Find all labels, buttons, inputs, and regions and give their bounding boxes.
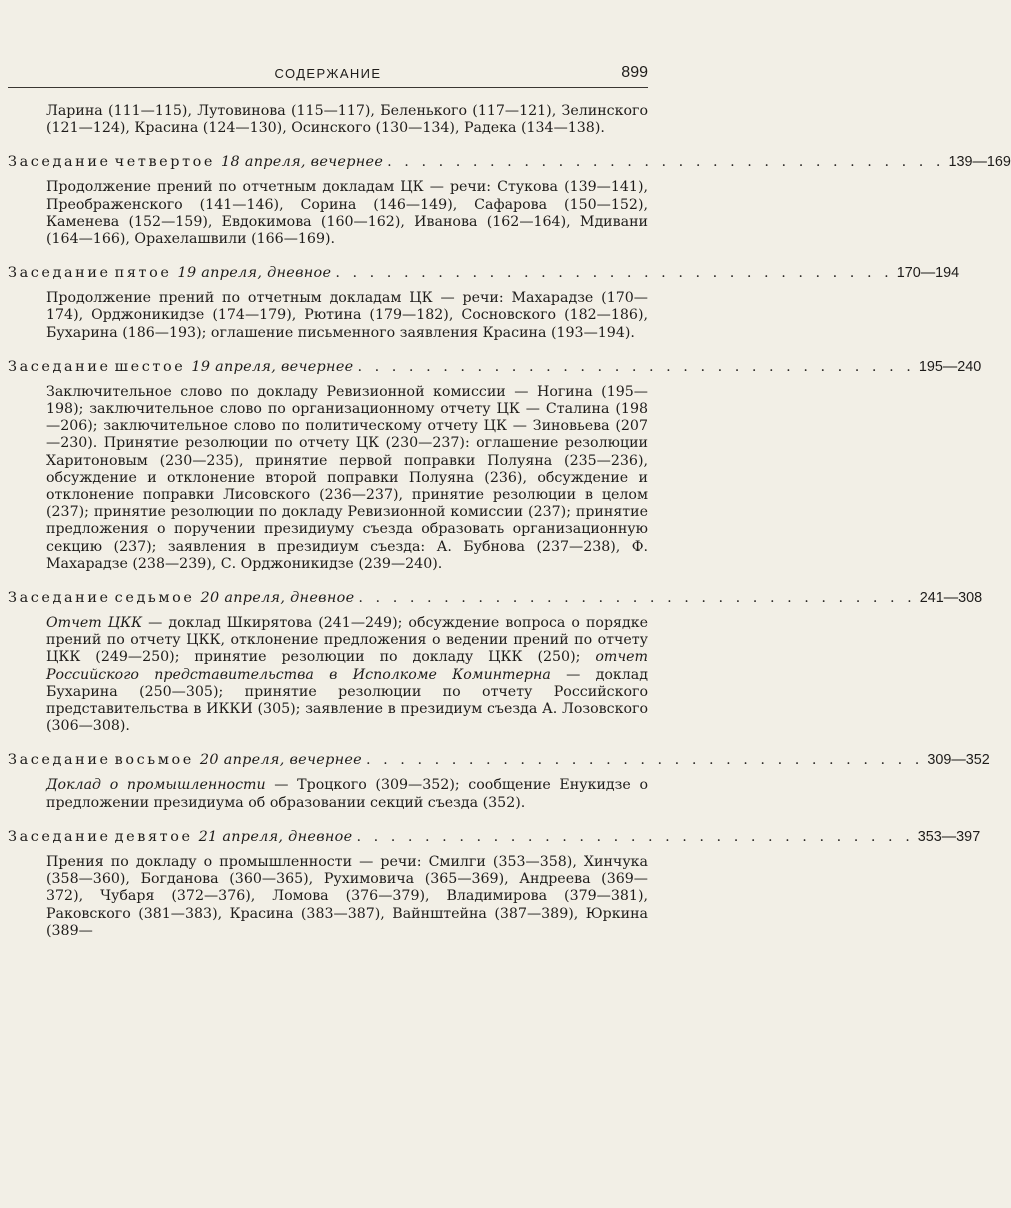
dot-leader: . . . . . . . . . . . . . . . . . . . . . . . . . . . . . . . . . (335, 265, 893, 282)
page-range: 241—308 (919, 590, 983, 607)
description-text: — доклад Бухарина (250—305); принятие резолюции по отчету Российского представительства в ИККИ (305); заявление в президиум съезда А. Лозовского (306—308). (46, 666, 648, 735)
session-description (8, 179, 648, 248)
session-date: 20 апреля, дневное (200, 590, 355, 607)
page-range: 353—397 (917, 828, 981, 845)
session-description (8, 854, 648, 940)
dot-leader: . . . . . . . . . . . . . . . . . . . . . . . . . . . . . . . . . (387, 154, 945, 171)
session-ordinal: восьмое (114, 752, 194, 769)
page-range: 170—194 (896, 265, 960, 282)
page-range: 309—352 (927, 752, 990, 769)
session-ordinal: девятое (114, 828, 193, 845)
header-rule (8, 87, 648, 88)
session-date: 20 апреля, вечернее (199, 752, 362, 769)
session-ordinal: пятое (114, 265, 172, 282)
session-ordinal: четвертое (114, 154, 216, 171)
session-description (8, 615, 648, 735)
session-description (8, 384, 648, 573)
session-word: Заседание (8, 590, 111, 607)
page-range: 195—240 (918, 358, 982, 375)
dot-leader: . . . . . . . . . . . . . . . . . . . . . . . . . . . . . . . . . (356, 828, 914, 845)
session-word: Заседание (8, 265, 111, 282)
session-description (8, 777, 648, 811)
session-heading (8, 358, 982, 376)
page-header (8, 64, 648, 90)
session-entry (8, 264, 960, 342)
session-entry (8, 751, 990, 811)
toc-content (8, 103, 1011, 940)
running-title: СОДЕРЖАНИЕ (274, 66, 382, 81)
page-number: 899 (621, 64, 648, 81)
description-text: Прения по докладу о промышленности — речи: Смилги (353—358), Хинчука (358—360), Богданова (360—365), Рухимовича (365—369), Андреева (369—372), Чубаря (372—376), Ломова (376—379), Владимирова (379—381), Раковского (381—383), Красина (383—387), Вайнштейна (387—389), Юркина (389— (46, 853, 648, 939)
session-entry (8, 153, 1011, 248)
dot-leader: . . . . . . . . . . . . . . . . . . . . . . . . . . . . . . . . . (358, 590, 916, 607)
session-date: 21 апреля, дневное (198, 828, 353, 845)
description-text: Продолжение прений по отчетным докладам ЦК — речи: Махарадзе (170—174), Орджоникидзе (174—179), Рютина (179—182), Сосновского (182—186), Бухарина (186—193); оглашение письменного заявления Красина (193—194). (46, 290, 648, 341)
italic-topic: отчет Российского представительства в Исполкоме Коминтерна (46, 649, 648, 683)
page-range: 139—169 (948, 154, 1011, 171)
sessions-list (8, 153, 1011, 940)
session-date: 19 апреля, дневное (177, 265, 332, 282)
italic-topic: Доклад о промышленности (46, 777, 266, 794)
session-ordinal: седьмое (114, 590, 195, 607)
description-text: — Троцкого (309—352); сообщение Енукидзе о предложении президиума об образовании секций съезда (352). (46, 777, 648, 811)
session-date: 19 апреля, вечернее (191, 358, 354, 375)
session-entry (8, 589, 983, 735)
dot-leader: . . . . . . . . . . . . . . . . . . . . . . . . . . . . . . . . . (357, 358, 915, 375)
session-date: 18 апреля, вечернее (221, 154, 384, 171)
session-heading (8, 589, 983, 607)
session-heading (8, 828, 981, 846)
dot-leader: . . . . . . . . . . . . . . . . . . . . . . . . . . . . . . . . . (366, 752, 924, 769)
description-text: — доклад Шкирятова (241—249); обсуждение вопроса о порядке прений по отчету ЦКК, отклонение предложения о ведении прений по отчету ЦКК (249—250); принятие резолюции по докладу ЦКК (250); (46, 615, 648, 666)
continued-paragraph: Ларина (111—115), Лутовинова (115—117), Беленького (117—121), Зелинского (121—124), Красина (124—130), Осинского (130—134), Радека (134—138). (46, 103, 648, 137)
session-word: Заседание (8, 752, 111, 769)
session-description (8, 290, 648, 342)
session-heading (8, 153, 1011, 171)
session-word: Заседание (8, 154, 111, 171)
description-text: Продолжение прений по отчетным докладам ЦК — речи: Стукова (139—141), Преображенского (141—146), Сорина (146—149), Сафарова (150—152), Каменева (152—159), Евдокимова (160—162), Иванова (162—164), Мдивани (164—166), Орахелашвили (166—169). (46, 179, 648, 248)
session-heading (8, 264, 960, 282)
session-ordinal: шестое (114, 358, 186, 375)
session-word: Заседание (8, 358, 111, 375)
session-entry (8, 828, 981, 940)
italic-topic: Отчет ЦКК (46, 615, 143, 632)
description-text: Заключительное слово по докладу Ревизионной комиссии — Ногина (195—198); заключительное слово по организационному отчету ЦК — Сталина (198—206); заключительное слово по политическому отчету ЦК — Зиновьева (207—230). Принятие резолюции по отчету ЦК (230—237): оглашение резолюции Харитоновым (230—235), принятие первой поправки Полуяна (235—236), обсуждение и отклонение второй поправки Полуяна (236), обсуждение и отклонение поправки Лисовского (236—237), принятие резолюции в целом (237); принятие резолюции по докладу Ревизионной комиссии (237); принятие предложения о поручении президиуму съезда образовать организационную секцию (237); заявления в президиум съезда: А. Бубнова (237—238), Ф. Махарадзе (238—239), С. Орджоникидзе (239—240). (46, 383, 648, 572)
session-heading (8, 751, 990, 769)
session-entry (8, 358, 982, 573)
session-word: Заседание (8, 828, 111, 845)
